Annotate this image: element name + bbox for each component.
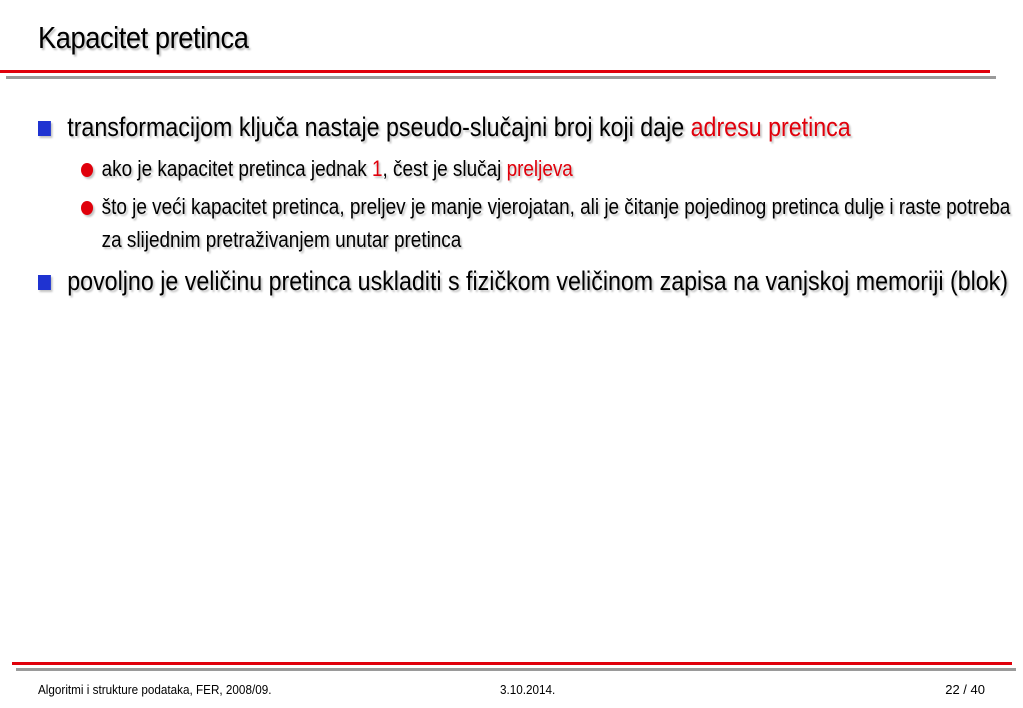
sub-bullet-1-text-a: ako je kapacitet pretinca jednak bbox=[101, 156, 372, 181]
round-bullet-icon bbox=[81, 163, 93, 177]
sub-bullet-1-highlight-a: 1 bbox=[371, 156, 383, 181]
square-bullet-icon bbox=[38, 121, 51, 136]
footer-rule-red bbox=[12, 662, 1012, 665]
title-rule-grey bbox=[6, 76, 996, 79]
sub-bullet-1 bbox=[38, 152, 1023, 185]
slide-title: Kapacitet pretinca bbox=[38, 20, 249, 55]
bullet-1 bbox=[38, 108, 1018, 146]
footer-page-number: 22 / 40 bbox=[945, 682, 985, 697]
sub-bullet-1-highlight-b: preljeva bbox=[506, 156, 573, 181]
slide-content bbox=[38, 108, 1011, 300]
bullet-2 bbox=[38, 262, 1018, 300]
footer-course: Algoritmi i strukture podataka, FER, 2008/09. bbox=[38, 682, 272, 697]
square-bullet-icon bbox=[38, 275, 51, 290]
footer bbox=[0, 680, 1023, 700]
sub-bullet-2-text: što je veći kapacitet pretinca, preljev je manje vjerojatan, ali je čitanje pojedinog pretinca dulje i raste potreba za slijednim pretraživanjem unutar pretinca bbox=[101, 194, 1011, 252]
sub-bullet-2 bbox=[38, 190, 1023, 256]
bullet-2-text: povoljno je veličinu pretinca uskladiti s fizičkom veličinom zapisa na vanjskoj memoriji (blok) bbox=[67, 266, 1009, 296]
bullet-1-text: transformacijom ključa nastaje pseudo-slučajni broj koji daje bbox=[67, 112, 691, 142]
bullet-1-highlight: adresu pretinca bbox=[690, 112, 851, 142]
sub-bullet-1-text-b: , čest je slučaj bbox=[382, 156, 507, 181]
footer-rule-grey bbox=[16, 668, 1016, 671]
round-bullet-icon bbox=[81, 201, 93, 215]
footer-date: 3.10.2014. bbox=[500, 682, 556, 697]
title-rule-red bbox=[0, 70, 990, 73]
